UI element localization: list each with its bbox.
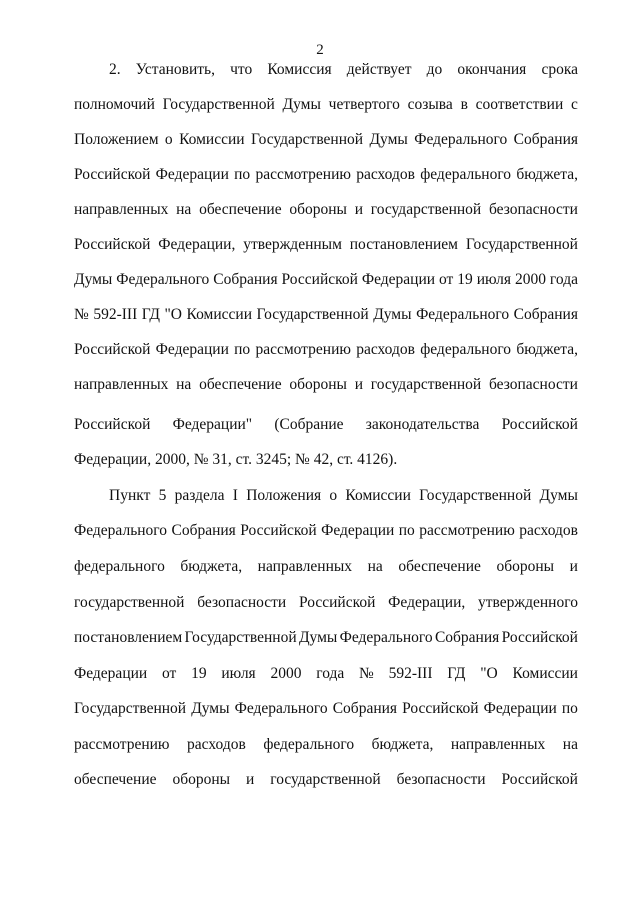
text-line: Пункт 5 раздела I Положения о Комиссии Государственной Думы: [109, 487, 578, 504]
text-line: Положением о Комиссии Государственной Думы Федерального Собрания: [74, 131, 578, 148]
text-line: Российской Федерации" (Собрание законодательства Российской: [74, 416, 578, 433]
text-line: государственной безопасности Российской Федерации, утвержденного: [74, 594, 578, 611]
text-line: постановлением Государственной Думы Федерального Собрания Российской: [74, 629, 578, 646]
text-line: полномочий Государственной Думы четвертого созыва в соответствии с: [74, 96, 578, 113]
text-line: Федерации, 2000, № 31, ст. 3245; № 42, ст. 4126).: [74, 451, 398, 468]
text-line: федерального бюджета, направленных на обеспечение обороны и: [74, 558, 578, 575]
text-line: обеспечение обороны и государственной безопасности Российской: [74, 771, 578, 788]
text-line: 2. Установить, что Комиссия действует до окончания срока: [109, 61, 578, 78]
text-line: Российской Федерации по рассмотрению расходов федерального бюджета,: [74, 341, 578, 358]
text-line: Государственной Думы Федерального Собрания Российской Федерации по: [74, 700, 578, 717]
page-number: 2: [316, 42, 324, 58]
text-line: Федерации от 19 июля 2000 года № 592-III ГД "О Комиссии: [74, 665, 578, 682]
text-line: Думы Федерального Собрания Российской Федерации от 19 июля 2000 года: [74, 271, 578, 288]
text-line: Российской Федерации, утвержденным постановлением Государственной: [74, 236, 578, 253]
text-line: Федерального Собрания Российской Федерации по рассмотрению расходов: [74, 522, 578, 539]
text-line: направленных на обеспечение обороны и государственной безопасности: [74, 201, 578, 218]
text-line: рассмотрению расходов федерального бюджета, направленных на: [74, 736, 578, 753]
text-line: направленных на обеспечение обороны и государственной безопасности: [74, 376, 578, 393]
text-line: № 592-III ГД "О Комиссии Государственной Думы Федерального Собрания: [74, 306, 578, 323]
text-line: Российской Федерации по рассмотрению расходов федерального бюджета,: [74, 166, 578, 183]
